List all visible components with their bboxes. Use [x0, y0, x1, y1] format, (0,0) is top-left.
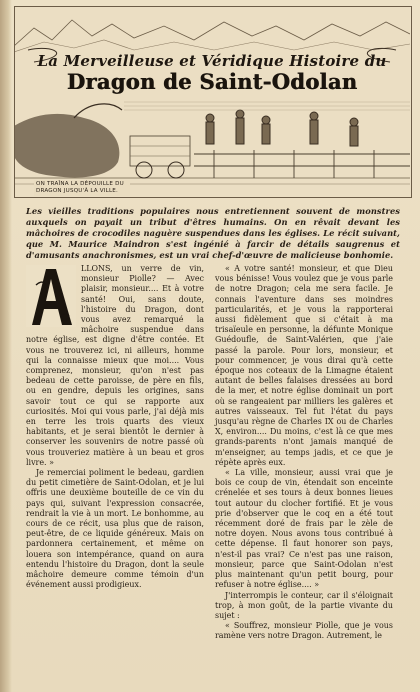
right-paragraph-1: « A votre santé! monsieur, et que Dieu vous bénisse! Vous voulez que je vous parle de notre Dragon; cela me sera facile. Je connais l'aventure dans ses moindres particularités, et je vous la rapporterai aussi fidèlement que si c'était à ma trisaïeule en personne, la défunte Monique Guédoufle, de Saint-Valérien, que j'aie passé la parole. Pour lors, monsieur, et pour commencer, je vous dirai qu'à cette époque nos coteaux de la Limagne étaient autant de belles falaises dressées au bord de la mer, et notre église dominait un port où se rangeaient par milliers les galères et autres vaisseaux. Tel fut l'état du pays jusqu'au règne de Charles IX ou de Charles X, environ.... Du moins, c'est là ce que mes grands-parents n'ont jamais manqué de m'enseigner, au temps jadis, et ce que je répète après eux. — [215, 264, 393, 467]
illustration-frame — [14, 6, 412, 198]
left-paragraph-2: Je remerciai poliment le bedeau, gardien du petit cimetière de Saint-Odolan, et je lui offris une deuxième bouteille de ce vin du pays qui, suivant l'expression consacrée, rendrait la vie à un mort. Le bonhomme, au cours de ce récit, usa plus que de raison, peut-être, de ce liquide généreux. Mais on pardonnera certainement, et même on louera son intempérance, quand on aura entendu l'histoire du Dragon, dont la seule mâchoire demeure comme témoin d'un événement aussi prodigieux. — [26, 468, 204, 590]
svg-text:A: A — [50, 323, 52, 324]
book-spine-shadow — [0, 0, 12, 692]
right-paragraph-3: J'interrompis le conteur, car il s'éloignait trop, à mon goût, de la partie vivante du sujet : — [215, 590, 393, 620]
left-paragraph-1: LLONS, un verre de vin, monsieur Piolle? — Avec plaisir, monsieur.... Et à votre santé! Oui, sans doute, l'histoire du Dragon, dont vous avez remarqué la mâchoire suspendue dans notre église, est digne d'être contée. Et vous ne trouverez ici, ni ailleurs, homme qui la connaisse mieux que moi.... Vous comprenez, monsieur, qu'on n'est pas bedeau de cette paroisse, de père en fils, ou en gendre, depuis les origines, sans savoir tout ce qui se rapporte aux curiosités. Moi qui vous parle, j'ai déjà mis en terre les trois quarts des vieux habitants, et je serai bientôt le dernier à conserver les souvenirs de notre passé où vous trouveriez matière à un beau et gros livre. » — [26, 264, 204, 467]
title-line-1: La Merveilleuse et Véridique Histoire du — [37, 52, 387, 70]
right-column — [215, 264, 393, 642]
right-paragraph-2: « La ville, monsieur, aussi vrai que je bois ce coup de vin, étendait son enceinte crénelée et ses tours à deux bonnes lieues tout autour du clocher fortifié. Et je vous prie d'observer que le coq en a été tout récemment doré de frais par le zèle de notre doyen. Nous avons tous contribué à cette dépense. Il faut honorer son pays, n'est-il pas vrai? Ce n'est pas une raison, monsieur, parce que Saint-Odolan n'est plus maintenant qu'un petit bourg, pour refuser à notre église.... » — [215, 468, 393, 590]
right-paragraph-4: « Souffrez, monsieur Piolle, que je vous ramène vers notre Dragon. Autrement, le — [215, 621, 393, 641]
title-line-2: Dragon de Saint-Odolan — [66, 69, 358, 94]
intro-paragraph: Les vieilles traditions populaires nous entretiennent souvent de monstres auxquels on payait un tribut d'êtres humains. On en rêvait devant les mâchoires de crocodiles naguère suspendues dans les églises. Le récit suivant, que M. Maurice Maindron s'est ingénié à farcir de détails saugrenus et d'amusants anachronismes, est un vrai chef-d'œuvre de malicieuse bonhomie. — [26, 206, 400, 260]
title-banner — [34, 52, 390, 100]
left-column — [26, 264, 204, 591]
illustration-caption: ON TRAÎNA LA DÉPOUILLE DU DRAGON JUSQU'À LA VILLE. — [34, 180, 130, 196]
dropcap-letter — [26, 265, 76, 327]
